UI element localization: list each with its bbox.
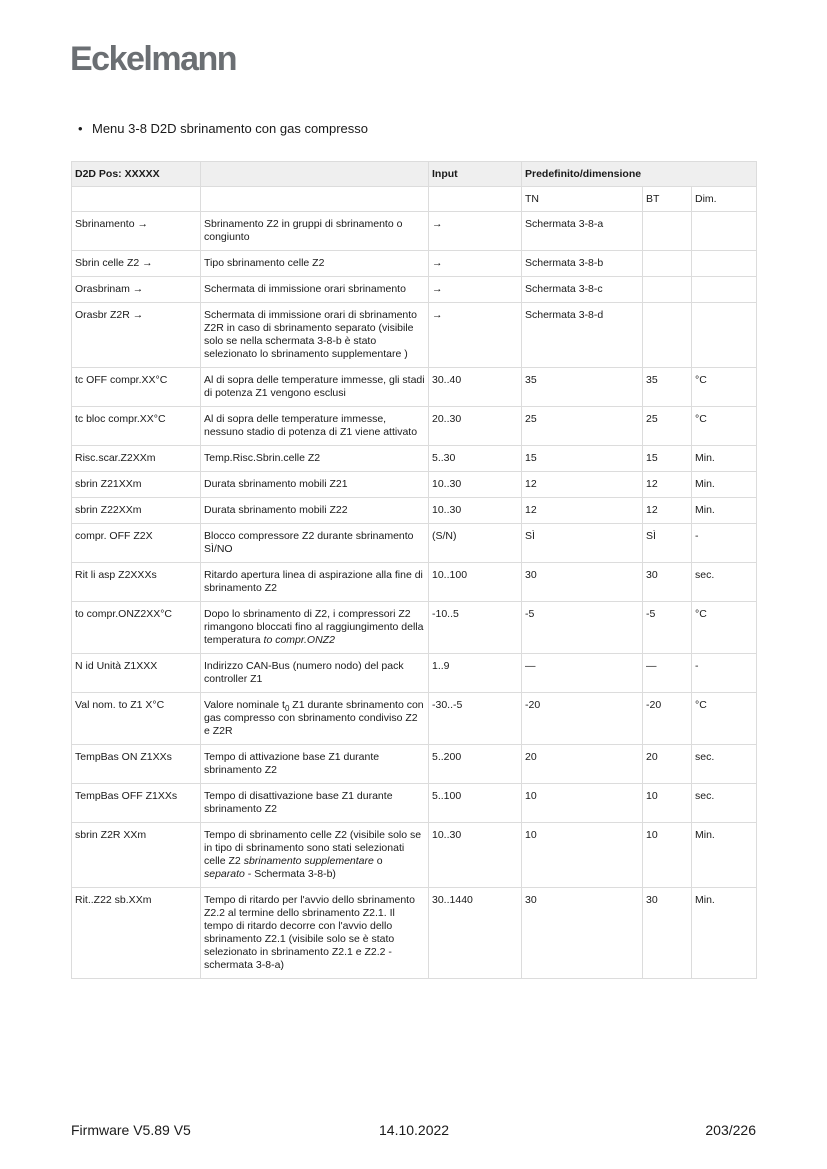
cell-dim: sec. bbox=[692, 784, 757, 823]
cell-dim: Min. bbox=[692, 823, 757, 888]
table-row bbox=[72, 745, 757, 784]
cell-tn: 30 bbox=[522, 563, 643, 602]
cell-desc bbox=[201, 602, 429, 654]
cell-pos: Val nom. to Z1 X°C bbox=[72, 693, 201, 745]
cell-input: 5..100 bbox=[429, 784, 522, 823]
parameter-table bbox=[71, 161, 757, 979]
table-row bbox=[72, 303, 757, 368]
cell-tn: 10 bbox=[522, 823, 643, 888]
table-row bbox=[72, 654, 757, 693]
cell-desc bbox=[201, 693, 429, 745]
brand-logo: Eckelmann bbox=[70, 40, 237, 78]
cell-desc: Tipo sbrinamento celle Z2 bbox=[201, 251, 429, 277]
cell-pos: N id Unità Z1XXX bbox=[72, 654, 201, 693]
table-row bbox=[72, 368, 757, 407]
desc-text: Tempo di sbrinamento celle Z2 (visibile solo se in tipo di sbrinamento sono stati selezionati celle Z2 bbox=[204, 829, 422, 867]
cell-dim: Min. bbox=[692, 472, 757, 498]
footer-firmware: Firmware V5.89 V5 bbox=[71, 1122, 191, 1138]
cell-desc: Tempo di disattivazione base Z1 durante sbrinamento Z2 bbox=[201, 784, 429, 823]
cell-desc: Al di sopra delle temperature immesse, gli stadi di potenza Z1 vengono esclusi bbox=[201, 368, 429, 407]
cell-pos: Sbrin celle Z2 → bbox=[72, 251, 201, 277]
table-row bbox=[72, 407, 757, 446]
cell-pos: Orasbr Z2R → bbox=[72, 303, 201, 368]
cell-dim: - bbox=[692, 654, 757, 693]
subheader-bt: BT bbox=[643, 187, 692, 212]
desc-subscript: 0 bbox=[284, 704, 290, 714]
cell-pos: tc bloc compr.XX°C bbox=[72, 407, 201, 446]
cell-input: 1..9 bbox=[429, 654, 522, 693]
cell-pos: TempBas ON Z1XXs bbox=[72, 745, 201, 784]
cell-dim: Min. bbox=[692, 888, 757, 979]
cell-dim: °C bbox=[692, 693, 757, 745]
cell-input: 10..30 bbox=[429, 823, 522, 888]
table-row bbox=[72, 693, 757, 745]
cell-input: → bbox=[429, 251, 522, 277]
cell-pos: sbrin Z22XXm bbox=[72, 498, 201, 524]
cell-input: 20..30 bbox=[429, 407, 522, 446]
cell-tn: — bbox=[522, 654, 643, 693]
cell-desc: Temp.Risc.Sbrin.celle Z2 bbox=[201, 446, 429, 472]
cell-input: (S/N) bbox=[429, 524, 522, 563]
cell-dim: sec. bbox=[692, 563, 757, 602]
section-heading bbox=[78, 121, 368, 136]
cell-tn: -20 bbox=[522, 693, 643, 745]
cell-bt: -5 bbox=[643, 602, 692, 654]
cell-bt bbox=[643, 251, 692, 277]
cell-tn: 15 bbox=[522, 446, 643, 472]
cell-bt: 30 bbox=[643, 563, 692, 602]
cell-dim: - bbox=[692, 524, 757, 563]
cell-input: 30..40 bbox=[429, 368, 522, 407]
cell-desc: Indirizzo CAN-Bus (numero nodo) del pack controller Z1 bbox=[201, 654, 429, 693]
cell-dim bbox=[692, 277, 757, 303]
table-header-row bbox=[72, 162, 757, 187]
table-subheader-row bbox=[72, 187, 757, 212]
cell-pos: to compr.ONZ2XX°C bbox=[72, 602, 201, 654]
cell-tn: Schermata 3-8-d bbox=[522, 303, 643, 368]
desc-text-end: - Schermata 3-8-b) bbox=[244, 868, 336, 880]
cell-bt: 20 bbox=[643, 745, 692, 784]
cell-input: 30..1440 bbox=[429, 888, 522, 979]
table-row bbox=[72, 784, 757, 823]
cell-input: -10..5 bbox=[429, 602, 522, 654]
cell-tn: 35 bbox=[522, 368, 643, 407]
cell-desc: Ritardo apertura linea di aspirazione alla fine di sbrinamento Z2 bbox=[201, 563, 429, 602]
cell-bt: 35 bbox=[643, 368, 692, 407]
cell-tn: 12 bbox=[522, 472, 643, 498]
section-heading-text: Menu 3-8 D2D sbrinamento con gas compresso bbox=[92, 121, 369, 136]
cell-bt: 15 bbox=[643, 446, 692, 472]
table-row bbox=[72, 277, 757, 303]
table-row bbox=[72, 251, 757, 277]
desc-text: Dopo lo sbrinamento di Z2, i compressori Z2 rimangono bloccati fino al raggiungimento della temperatura bbox=[204, 608, 424, 646]
footer-page-number: 203/226 bbox=[705, 1122, 756, 1138]
cell-input: 5..200 bbox=[429, 745, 522, 784]
cell-desc: Sbrinamento Z2 in gruppi di sbrinamento o congiunto bbox=[201, 212, 429, 251]
cell-input: 10..100 bbox=[429, 563, 522, 602]
cell-dim bbox=[692, 212, 757, 251]
cell-dim: Min. bbox=[692, 446, 757, 472]
header-pos: D2D Pos: XXXXX bbox=[72, 162, 201, 187]
cell-bt: SÌ bbox=[643, 524, 692, 563]
subheader-tn: TN bbox=[522, 187, 643, 212]
desc-text-cont: o bbox=[373, 855, 383, 867]
table-row bbox=[72, 602, 757, 654]
table-row bbox=[72, 888, 757, 979]
cell-input: 5..30 bbox=[429, 446, 522, 472]
desc-italic: to compr.ONZ2 bbox=[263, 634, 335, 646]
header-input: Input bbox=[429, 162, 522, 187]
cell-bt: 30 bbox=[643, 888, 692, 979]
cell-input: → bbox=[429, 212, 522, 251]
cell-pos: Rit..Z22 sb.XXm bbox=[72, 888, 201, 979]
subheader-dim: Dim. bbox=[692, 187, 757, 212]
cell-bt bbox=[643, 212, 692, 251]
cell-tn: 12 bbox=[522, 498, 643, 524]
cell-pos: sbrin Z21XXm bbox=[72, 472, 201, 498]
cell-desc: Tempo di attivazione base Z1 durante sbrinamento Z2 bbox=[201, 745, 429, 784]
desc-text: Valore nominale t bbox=[204, 699, 285, 711]
cell-input: 10..30 bbox=[429, 472, 522, 498]
desc-italic-2: separato bbox=[204, 868, 245, 880]
cell-desc: Durata sbrinamento mobili Z21 bbox=[201, 472, 429, 498]
cell-desc: Al di sopra delle temperature immesse, nessuno stadio di potenza di Z1 viene attivato bbox=[201, 407, 429, 446]
cell-tn: Schermata 3-8-a bbox=[522, 212, 643, 251]
cell-tn: -5 bbox=[522, 602, 643, 654]
cell-input: -30..-5 bbox=[429, 693, 522, 745]
cell-desc bbox=[201, 823, 429, 888]
header-default: Predefinito/dimensione bbox=[522, 162, 757, 187]
table-row bbox=[72, 446, 757, 472]
bullet-icon: • bbox=[78, 121, 83, 136]
cell-pos: Risc.scar.Z2XXm bbox=[72, 446, 201, 472]
cell-bt bbox=[643, 303, 692, 368]
cell-pos: tc OFF compr.XX°C bbox=[72, 368, 201, 407]
desc-text-cont: Z1 durante sbrinamento con gas compresso con sbrinamento condiviso Z2 e Z2R bbox=[204, 699, 424, 737]
header-desc bbox=[201, 162, 429, 187]
table-row bbox=[72, 472, 757, 498]
table-row bbox=[72, 212, 757, 251]
cell-bt: 12 bbox=[643, 472, 692, 498]
cell-pos: Orasbrinam → bbox=[72, 277, 201, 303]
cell-bt: 10 bbox=[643, 823, 692, 888]
cell-pos: sbrin Z2R XXm bbox=[72, 823, 201, 888]
cell-tn: 10 bbox=[522, 784, 643, 823]
cell-pos: Sbrinamento → bbox=[72, 212, 201, 251]
cell-input: 10..30 bbox=[429, 498, 522, 524]
cell-tn: 20 bbox=[522, 745, 643, 784]
table-row bbox=[72, 524, 757, 563]
cell-desc: Schermata di immissione orari di sbrinamento Z2R in caso di sbrinamento separato (visibile solo se nella schermata 3-8-b è stato selezionato lo sbrinamento supplementare ) bbox=[201, 303, 429, 368]
cell-pos: Rit li asp Z2XXXs bbox=[72, 563, 201, 602]
desc-italic: sbrinamento supplementare bbox=[243, 855, 374, 867]
table-row bbox=[72, 563, 757, 602]
cell-desc: Schermata di immissione orari sbrinamento bbox=[201, 277, 429, 303]
cell-bt: — bbox=[643, 654, 692, 693]
cell-pos: compr. OFF Z2X bbox=[72, 524, 201, 563]
cell-desc: Durata sbrinamento mobili Z22 bbox=[201, 498, 429, 524]
cell-dim: sec. bbox=[692, 745, 757, 784]
cell-bt bbox=[643, 277, 692, 303]
cell-tn: 25 bbox=[522, 407, 643, 446]
cell-desc: Blocco compressore Z2 durante sbrinamento SÌ/NO bbox=[201, 524, 429, 563]
cell-tn: 30 bbox=[522, 888, 643, 979]
cell-dim: Min. bbox=[692, 498, 757, 524]
cell-desc: Tempo di ritardo per l'avvio dello sbrinamento Z2.2 al termine dello sbrinamento Z2.1. Il tempo di ritardo decorre con l'avvio dello sbrinamento Z2.1 (visibile solo se è stato selezionato in sbrinamento Z2.1 e Z2.2 - schermata 3-8-a) bbox=[201, 888, 429, 979]
cell-tn: Schermata 3-8-b bbox=[522, 251, 643, 277]
cell-tn: Schermata 3-8-c bbox=[522, 277, 643, 303]
cell-bt: 12 bbox=[643, 498, 692, 524]
table-row bbox=[72, 498, 757, 524]
cell-dim bbox=[692, 303, 757, 368]
cell-dim: °C bbox=[692, 407, 757, 446]
cell-dim: °C bbox=[692, 602, 757, 654]
cell-dim: °C bbox=[692, 368, 757, 407]
cell-input: → bbox=[429, 277, 522, 303]
cell-input: → bbox=[429, 303, 522, 368]
cell-bt: 25 bbox=[643, 407, 692, 446]
cell-tn: SÌ bbox=[522, 524, 643, 563]
cell-bt: 10 bbox=[643, 784, 692, 823]
footer-date: 14.10.2022 bbox=[379, 1122, 450, 1138]
cell-dim bbox=[692, 251, 757, 277]
cell-pos: TempBas OFF Z1XXs bbox=[72, 784, 201, 823]
cell-bt: -20 bbox=[643, 693, 692, 745]
table-row bbox=[72, 823, 757, 888]
